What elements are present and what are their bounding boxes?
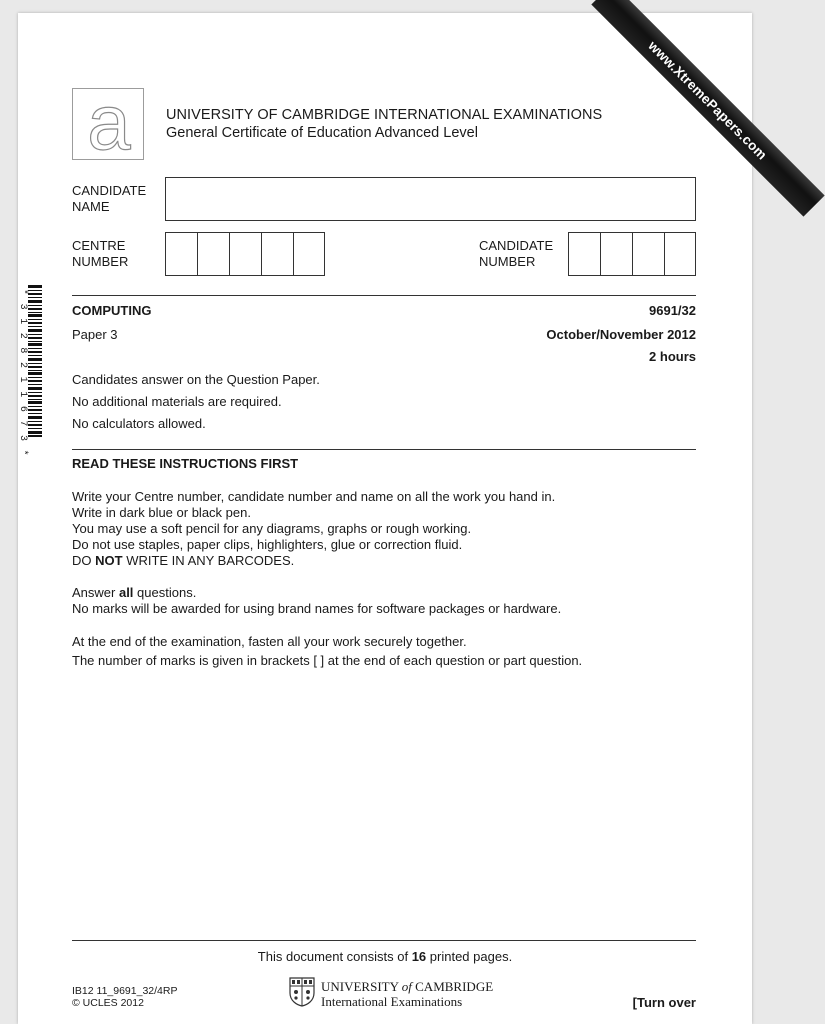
digit-divider [664,233,665,275]
letter-a-logo-icon [73,78,145,166]
instruction-line: Write your Centre number, candidate number and name on all the work you hand in. [72,489,556,504]
digit-divider [197,233,198,275]
cie-logo [72,78,144,166]
instruction-line: You may use a soft pencil for any diagrams, graphs or rough working. [72,521,472,536]
instructions-block-1 [72,489,555,569]
exam-session: October/November 2012 [546,327,696,342]
instruction-line: Do not use staples, paper clips, highlighters, glue or correction fluid. [72,537,463,552]
footer-uni-text: UNIVERSITY [321,979,402,994]
instruction-text: questions. [133,585,197,600]
instructions-block-3 [72,634,467,650]
footer-uni-of: of [401,979,412,994]
paper-code: 9691/32 [649,303,696,318]
footer-uni-text: CAMBRIDGE [411,979,494,994]
centre-number-field[interactable] [165,232,325,276]
instruction-emphasis: NOT [95,553,123,568]
instruction-text: WRITE IN ANY BARCODES. [122,553,295,568]
certificate-title: General Certificate of Education Advanced Level [166,125,478,141]
barcode-number: * 3 1 2 8 2 1 1 6 7 3 * [17,289,28,457]
candidate-name-label-line2: NAME [72,199,110,214]
instruction-text: DO [72,553,96,568]
instruction-line: Write in dark blue or black pen. [72,505,251,520]
note-calculators: No calculators allowed. [72,416,206,431]
digit-divider [600,233,601,275]
instruction-line: The number of marks is given in brackets [ ] at the end of each question or part question. [72,653,583,668]
paper-reference: IB12 11_9691_32/4RP [72,985,178,997]
footer-university [321,979,493,1009]
instructions-block-2 [72,585,561,617]
candidate-name-label [72,183,146,215]
instruction-line: At the end of the examination, fasten all your work securely together. [72,634,467,649]
instructions-block-4 [72,653,582,669]
divider [72,940,696,941]
note-question-paper: Candidates answer on the Question Paper. [72,372,320,387]
candidate-name-label-line1: CANDIDATE [72,183,147,198]
centre-number-label-line2: NUMBER [72,254,129,269]
instruction-line [72,585,561,601]
instruction-text: Answer [72,585,119,600]
divider [72,295,696,296]
candidate-name-field[interactable] [165,177,696,221]
digit-divider [293,233,294,275]
digit-divider [261,233,262,275]
digit-divider [632,233,633,275]
instruction-line [72,553,555,569]
exam-cover-page [17,13,771,1024]
page-count [18,949,752,964]
copyright: © UCLES 2012 [72,997,144,1009]
page-count-text: This document consists of [257,949,412,964]
divider [72,449,696,450]
instructions-heading: READ THESE INSTRUCTIONS FIRST [72,456,299,471]
centre-number-label [72,238,128,270]
logo-letter: a [87,78,131,166]
paper-number: Paper 3 [72,327,118,342]
turn-over[interactable]: [Turn over [632,995,696,1010]
centre-number-label-line1: CENTRE [72,238,126,253]
footer-university-line2: International Examinations [321,994,463,1009]
footer-university-line1 [321,979,493,994]
instruction-line: No marks will be awarded for using brand names for software packages or hardware. [72,601,562,616]
page-count-number: 16 [411,949,427,964]
ribbon-text: www.XtremePapers.com [645,37,771,163]
note-materials: No additional materials are required. [72,394,282,409]
candidate-number-label [479,238,553,270]
subject: COMPUTING [72,303,152,318]
footer-reference [72,985,177,1009]
candidate-number-label-line1: CANDIDATE [479,238,554,253]
instruction-emphasis: all [118,585,134,600]
university-title: UNIVERSITY OF CAMBRIDGE INTERNATIONAL EXAMINATIONS [166,107,603,123]
digit-divider [229,233,230,275]
barcode-graphic [28,285,42,437]
candidate-number-field[interactable] [568,232,696,276]
cambridge-crest-icon [289,977,315,1007]
exam-duration: 2 hours [649,349,696,364]
page-count-text: printed pages. [426,949,513,964]
candidate-number-label-line2: NUMBER [479,254,536,269]
